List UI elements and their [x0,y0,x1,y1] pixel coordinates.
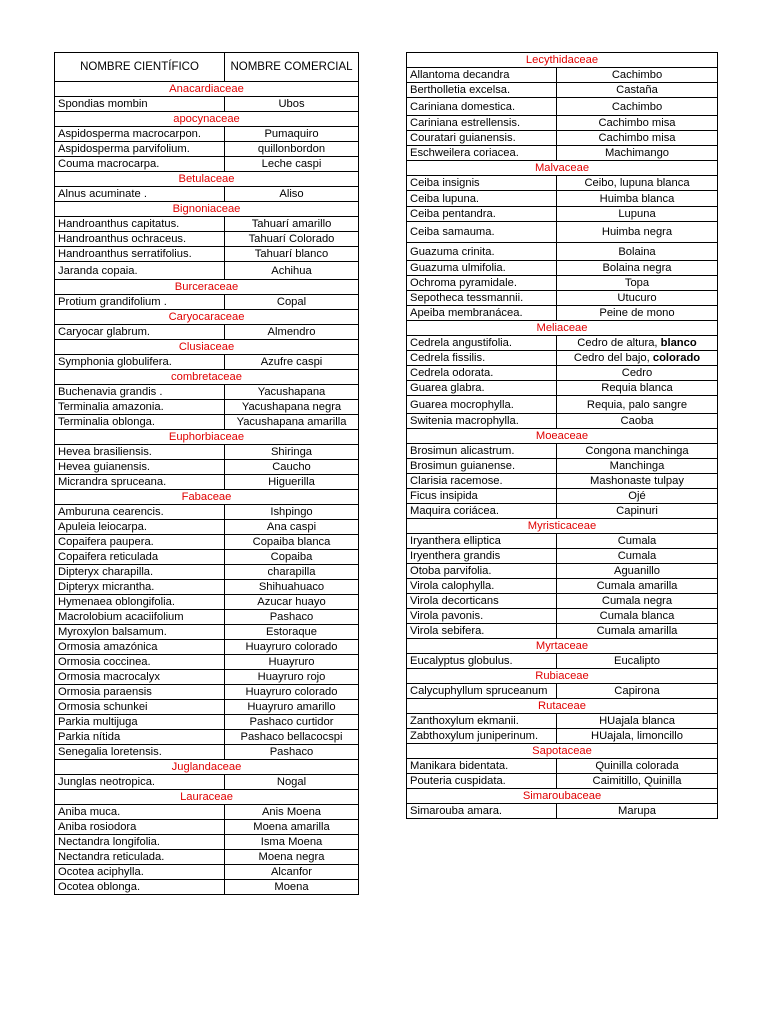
table-row [407,594,718,609]
table-row [55,415,359,430]
commercial-name: Shiringa [225,445,359,460]
family-name: Bignoniaceae [55,202,359,217]
family-row [55,280,359,295]
scientific-name: Couma macrocarpa. [55,157,225,172]
scientific-name: Manikara bidentata. [407,759,557,774]
table-row [55,142,359,157]
family-name: Malvaceae [407,161,718,176]
scientific-name: Ormosia macrocalyx [55,670,225,685]
table-row [407,714,718,729]
table-row [55,127,359,142]
commercial-name: Pashaco [225,610,359,625]
commercial-name: Marupa [557,804,718,819]
scientific-name: Jaranda copaia. [55,262,225,280]
commercial-name: Cachimbo misa [557,131,718,146]
table-row [407,489,718,504]
table-row [407,729,718,744]
commercial-name: Ana caspi [225,520,359,535]
commercial-name: Caucho [225,460,359,475]
family-row [407,744,718,759]
scientific-name: Bertholletia excelsa. [407,83,557,98]
scientific-name: Maquira coriácea. [407,504,557,519]
commercial-name: Cumala negra [557,594,718,609]
commercial-name: Estoraque [225,625,359,640]
table-body [55,82,359,895]
commercial-name: Cedro del bajo, colorado [557,351,718,366]
family-name: Lecythidaceae [407,53,718,68]
table-row [55,262,359,280]
commercial-name: Ceibo, lupuna blanca [557,176,718,191]
commercial-name: Huimba negra [557,222,718,243]
commercial-name: Pashaco bellacocspi [225,730,359,745]
commercial-name: Caimitillo, Quinilla [557,774,718,789]
table-row [55,247,359,262]
table-row [407,579,718,594]
commercial-name: Mashonaste tulpay [557,474,718,489]
table-row [407,68,718,83]
family-row [55,112,359,127]
table-row [407,191,718,207]
table-row [407,131,718,146]
family-name: Rutaceae [407,699,718,714]
table-row [407,609,718,624]
scientific-name: Sepotheca tessmannii. [407,291,557,306]
species-table-left [54,52,359,895]
family-name: apocynaceae [55,112,359,127]
commercial-name: Ubos [225,97,359,112]
commercial-name: Nogal [225,775,359,790]
table-row [55,820,359,835]
scientific-name: Otoba parvifolia. [407,564,557,579]
scientific-name: Eucalyptus globulus. [407,654,557,669]
scientific-name: Guarea glabra. [407,381,557,396]
table-row [55,535,359,550]
scientific-name: Hevea brasiliensis. [55,445,225,460]
commercial-name: Anis Moena [225,805,359,820]
table-row [407,276,718,291]
table-row [407,504,718,519]
family-name: Caryocaraceae [55,310,359,325]
scientific-name: Ceiba samauma. [407,222,557,243]
family-row [407,639,718,654]
commercial-name: Lupuna [557,207,718,222]
table-row [55,550,359,565]
table-row [55,97,359,112]
scientific-name: Ormosia coccinea. [55,655,225,670]
commercial-name: charapilla [225,565,359,580]
scientific-name: Aspidosperma macrocarpon. [55,127,225,142]
table-row [55,805,359,820]
table-row [407,564,718,579]
table-row [55,505,359,520]
family-row [407,519,718,534]
scientific-name: Guazuma ulmifolia. [407,261,557,276]
commercial-name: Manchinga [557,459,718,474]
table-row [55,880,359,895]
commercial-name: Castaña [557,83,718,98]
table-row [55,610,359,625]
scientific-name: Symphonia globulifera. [55,355,225,370]
scientific-name: Simarouba amara. [407,804,557,819]
scientific-name: Apuleia leiocarpa. [55,520,225,535]
commercial-name: Shihuahuaco [225,580,359,595]
scientific-name: Ficus insipida [407,489,557,504]
commercial-name: Cumala [557,549,718,564]
scientific-name: Ormosia schunkei [55,700,225,715]
table-row [407,146,718,161]
table-row [55,715,359,730]
table-row [55,325,359,340]
commercial-name: Requia blanca [557,381,718,396]
commercial-name: Higuerilla [225,475,359,490]
table-row [407,654,718,669]
table-row [407,222,718,243]
commercial-name: Ojé [557,489,718,504]
commercial-name: Cachimbo [557,68,718,83]
table-row [407,474,718,489]
scientific-name: Zanthoxylum ekmanii. [407,714,557,729]
commercial-name: Congona manchinga [557,444,718,459]
table-row [407,243,718,261]
table-row [55,187,359,202]
scientific-name: Guarea mocrophylla. [407,396,557,414]
scientific-name: Cariniana estrellensis. [407,116,557,131]
table-row [55,580,359,595]
table-row [55,685,359,700]
table-row [407,396,718,414]
scientific-name: Cedrela fissilis. [407,351,557,366]
family-name: Moeaceae [407,429,718,444]
scientific-name: Ocotea aciphylla. [55,865,225,880]
scientific-name: Myroxylon balsamum. [55,625,225,640]
family-row [55,202,359,217]
table-row [407,261,718,276]
family-row [55,490,359,505]
commercial-name: Azufre caspi [225,355,359,370]
scientific-name: Ceiba pentandra. [407,207,557,222]
scientific-name: Copaifera paupera. [55,535,225,550]
family-row [55,310,359,325]
family-name: Burceraceae [55,280,359,295]
scientific-name: Iryanthera elliptica [407,534,557,549]
scientific-name: Virola sebifera. [407,624,557,639]
commercial-name: Copaiba [225,550,359,565]
table-row [407,291,718,306]
scientific-name: Alnus acuminate . [55,187,225,202]
commercial-name: Topa [557,276,718,291]
family-name: Juglandaceae [55,760,359,775]
scientific-name: Handroanthus serratifolius. [55,247,225,262]
family-row [407,161,718,176]
commercial-name: Almendro [225,325,359,340]
commercial-name: Copaiba blanca [225,535,359,550]
scientific-name: Cedrela odorata. [407,366,557,381]
scientific-name: Handroanthus capitatus. [55,217,225,232]
table-row [407,534,718,549]
scientific-name: Terminalia amazonia. [55,400,225,415]
scientific-name: Parkia multijuga [55,715,225,730]
commercial-name: Huayruro rojo [225,670,359,685]
scientific-name: Ceiba insignis [407,176,557,191]
scientific-name: Brosimun guianense. [407,459,557,474]
table-row [55,565,359,580]
table-row [55,217,359,232]
table-row [55,595,359,610]
family-row [407,699,718,714]
family-row [55,172,359,187]
family-row [407,53,718,68]
table-row [55,157,359,172]
scientific-name: Macrolobium acaciifolium [55,610,225,625]
scientific-name: Spondias mombin [55,97,225,112]
header-scientific-name: NOMBRE CIENTÍFICO [55,53,225,82]
commercial-name: Huayruro [225,655,359,670]
commercial-name: Yacushapana [225,385,359,400]
table-row [55,295,359,310]
commercial-name: Peine de mono [557,306,718,321]
table-body [407,53,718,819]
scientific-name: Virola calophylla. [407,579,557,594]
commercial-name: Huimba blanca [557,191,718,207]
table-row [55,745,359,760]
commercial-name: Capinuri [557,504,718,519]
scientific-name: Guazuma crinita. [407,243,557,261]
table-row [407,116,718,131]
family-row [55,430,359,445]
table-row [407,306,718,321]
commercial-name: Isma Moena [225,835,359,850]
table-row [55,835,359,850]
commercial-name: Azucar huayo [225,595,359,610]
table-row [407,207,718,222]
scientific-name: Handroanthus ochraceus. [55,232,225,247]
table-row [55,355,359,370]
table-row [55,625,359,640]
scientific-name: Apeiba membranácea. [407,306,557,321]
scientific-name: Buchenavia grandis . [55,385,225,400]
table-row [55,475,359,490]
commercial-name: Aliso [225,187,359,202]
table-row [407,804,718,819]
commercial-name: Pashaco [225,745,359,760]
family-row [55,790,359,805]
commercial-name: Yacushapana negra [225,400,359,415]
family-row [55,760,359,775]
table-row [55,460,359,475]
table-row [55,865,359,880]
scientific-name: Aspidosperma parvifolium. [55,142,225,157]
scientific-name: Cariniana domestica. [407,98,557,116]
table-row [55,850,359,865]
table-row [407,759,718,774]
scientific-name: Ormosia amazónica [55,640,225,655]
scientific-name: Virola decorticans [407,594,557,609]
commercial-name: Cedro [557,366,718,381]
commercial-name: Utucuro [557,291,718,306]
table-row [407,366,718,381]
commercial-name: Moena negra [225,850,359,865]
commercial-name: Cumala amarilla [557,624,718,639]
scientific-name: Ocotea oblonga. [55,880,225,895]
header-commercial-name: NOMBRE COMERCIAL [225,53,359,82]
commercial-name: Cachimbo [557,98,718,116]
commercial-name: Huayruro colorado [225,640,359,655]
commercial-name: Cumala blanca [557,609,718,624]
commercial-name: Aguanillo [557,564,718,579]
scientific-name: Terminalia oblonga. [55,415,225,430]
table-row [407,684,718,699]
commercial-name: Cumala amarilla [557,579,718,594]
table-row [407,624,718,639]
scientific-name: Amburuna cearencis. [55,505,225,520]
scientific-name: Iryenthera grandis [407,549,557,564]
commercial-name: HUajala blanca [557,714,718,729]
scientific-name: Hevea guianensis. [55,460,225,475]
family-name: Anacardiaceae [55,82,359,97]
commercial-name: Cedro de altura, blanco [557,336,718,351]
commercial-name: Achihua [225,262,359,280]
scientific-name: Virola pavonis. [407,609,557,624]
table-row [55,670,359,685]
family-row [55,370,359,385]
scientific-name: Switenia macrophylla. [407,414,557,429]
family-name: Betulaceae [55,172,359,187]
table-row [407,444,718,459]
family-row [55,82,359,97]
family-name: Simaroubaceae [407,789,718,804]
table-row [407,414,718,429]
commercial-name: quillonbordon [225,142,359,157]
scientific-name: Aniba rosiodora [55,820,225,835]
table-row [55,730,359,745]
family-name: Meliaceae [407,321,718,336]
table-row [55,520,359,535]
family-name: Rubiaceae [407,669,718,684]
commercial-name: Quinilla colorada [557,759,718,774]
family-name: Myrtaceae [407,639,718,654]
scientific-name: Zabthoxylum juniperinum. [407,729,557,744]
commercial-name: Alcanfor [225,865,359,880]
commercial-name: Tahuarí blanco [225,247,359,262]
commercial-name: Pumaquiro [225,127,359,142]
scientific-name: Parkia nítida [55,730,225,745]
scientific-name: Eschweilera coriacea. [407,146,557,161]
table-row [407,351,718,366]
family-row [407,429,718,444]
commercial-name: Moena amarilla [225,820,359,835]
scientific-name: Calycuphyllum spruceanum [407,684,557,699]
scientific-name: Junglas neotropica. [55,775,225,790]
scientific-name: Ceiba lupuna. [407,191,557,207]
table-row [55,700,359,715]
table-row [407,774,718,789]
scientific-name: Ormosia paraensis [55,685,225,700]
commercial-name: Caoba [557,414,718,429]
table-row [407,459,718,474]
table-row [55,655,359,670]
scientific-name: Protium grandifolium . [55,295,225,310]
scientific-name: Ochroma pyramidale. [407,276,557,291]
family-row [407,669,718,684]
family-name: Euphorbiaceae [55,430,359,445]
commercial-name: Moena [225,880,359,895]
scientific-name: Nectandra reticulada. [55,850,225,865]
scientific-name: Aniba muca. [55,805,225,820]
family-name: Clusiaceae [55,340,359,355]
scientific-name: Senegalia loretensis. [55,745,225,760]
commercial-name: Pashaco curtidor [225,715,359,730]
table-row [55,445,359,460]
commercial-name: Tahuarí amarillo [225,217,359,232]
family-name: Lauraceae [55,790,359,805]
table-row [55,640,359,655]
scientific-name: Brosimun alicastrum. [407,444,557,459]
commercial-name: Leche caspi [225,157,359,172]
table-row [407,336,718,351]
commercial-name: Cachimbo misa [557,116,718,131]
table-row [407,98,718,116]
commercial-name: Tahuarí Colorado [225,232,359,247]
family-row [407,789,718,804]
table-row [55,775,359,790]
scientific-name: Dipteryx micrantha. [55,580,225,595]
family-name: Sapotaceae [407,744,718,759]
commercial-name: Requia, palo sangre [557,396,718,414]
commercial-name: Capirona [557,684,718,699]
scientific-name: Couratari guianensis. [407,131,557,146]
family-name: Myristicaceae [407,519,718,534]
family-name: Fabaceae [55,490,359,505]
family-row [407,321,718,336]
commercial-name: Yacushapana amarilla [225,415,359,430]
table-row [407,381,718,396]
commercial-name: Eucalipto [557,654,718,669]
scientific-name: Micrandra spruceana. [55,475,225,490]
family-name: combretaceae [55,370,359,385]
scientific-name: Nectandra longifolia. [55,835,225,850]
table-row [55,400,359,415]
commercial-name: Ishpingo [225,505,359,520]
commercial-name: Copal [225,295,359,310]
table-row [407,83,718,98]
commercial-name: HUajala, limoncillo [557,729,718,744]
scientific-name: Pouteria cuspidata. [407,774,557,789]
family-row [55,340,359,355]
table-row [55,385,359,400]
species-table-right [406,52,718,819]
commercial-name: Huayruro amarillo [225,700,359,715]
table-row [407,176,718,191]
commercial-name: Huayruro colorado [225,685,359,700]
scientific-name: Allantoma decandra [407,68,557,83]
scientific-name: Cedrela angustifolia. [407,336,557,351]
header-row [55,53,359,82]
commercial-name: Cumala [557,534,718,549]
scientific-name: Caryocar glabrum. [55,325,225,340]
commercial-name: Machimango [557,146,718,161]
commercial-name: Bolaina [557,243,718,261]
scientific-name: Clarisia racemose. [407,474,557,489]
scientific-name: Copaifera reticulada [55,550,225,565]
table-row [407,549,718,564]
scientific-name: Hymenaea oblongifolia. [55,595,225,610]
scientific-name: Dipteryx charapilla. [55,565,225,580]
commercial-name: Bolaina negra [557,261,718,276]
table-row [55,232,359,247]
